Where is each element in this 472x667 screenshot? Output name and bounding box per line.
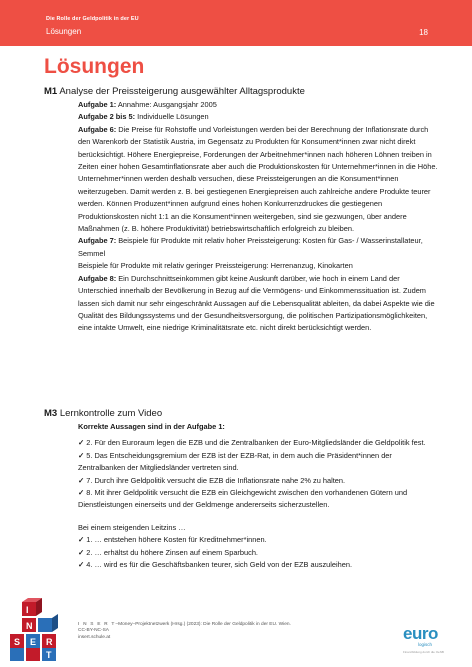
svg-text:E: E [30, 637, 37, 647]
m3-heading-text: Lernkontrolle zum Video [59, 408, 163, 419]
m1-a1 [78, 99, 438, 111]
m3-correct-list [78, 437, 438, 511]
page-title: Lösungen [44, 55, 145, 78]
m1-heading [44, 86, 305, 97]
m1-a7 [78, 235, 438, 260]
list-item: ✓ 2. … erhältst du höhere Zinsen auf einem Sparbuch. [78, 547, 258, 557]
m1-code: M1 [44, 86, 58, 97]
svg-text:S: S [14, 637, 21, 647]
a8-label: Aufgabe 8: [78, 273, 117, 283]
a6-text: Die Preise für Rohstoffe und Vorleistungen werden bei der Berechnung der Inflationsrate durch den Warenkorb der Statistik Austria, im Gegensatz zu Produkten für Konsument*innen zwar nicht direkt berücksichtigt. Höhere Energiepreise, Forderungen der Arbeitnehmer*innen nach höheren Löhnen treiben in Zeiten einer hohen Gesamtinflationsrate aber auch die Produktionskosten für Unternehmer*innen in die Höhe. Unternehmer*innen werden deshalb versuchen, diese Preissteigerungen an die Konsument*innen weiterzugeben. Damit werden z. B. bei gestiegenen Energiepreisen auch zahlreiche andere Produkte teurer werden. Können Produzent*innen aufgrund eines hohen Konkurrenzdruckes die gestiegenen Produktionskosten nicht 1:1 an die Konsument*innen weitergeben, sind sie gezwungen, über andere Maßnahmen (z. B. höhere Produktivität) betriebswirtschaftlich erfolgreich zu bleiben. [78, 124, 438, 234]
m3-intro: Korrekte Aussagen sind in der Aufgabe 1: [78, 422, 225, 431]
a7-text: Beispiele für Produkte mit relativ hoher Preissteigerung: Kosten für Gas- / Wasserinstallateur, Semmel [78, 236, 423, 258]
svg-text:N: N [26, 621, 33, 631]
a1-text: Annahme: Ausgangsjahr 2005 [116, 100, 217, 109]
m3-code: M3 [44, 408, 58, 419]
m1-body [78, 99, 438, 335]
m1-a8 [78, 273, 438, 335]
a8-text: Ein Durchschnittseinkommen gibt keine Auskunft darüber, wie hoch in einem Land der Unterschied innerhalb der Bevölkerung in Bezug auf die Vermögens- und Einkommenssituation ist. Zudem lassen sich damit nur sehr eingeschränkt Aussagen auf die Lebensqualität ableiten, da dabei Aspekte wie die Qualität des Bildungssystems und der Gesundheitsversorgung, die politischen Partizipationsmöglichkeiten, eine intakte Umwelt, eine niedrige Kriminalitätsrate etc. nicht direkt berücksichtigt werden. [78, 273, 435, 333]
m1-heading-text: Analyse der Preissteigerung ausgewählter Alltagsprodukte [59, 86, 305, 97]
m3-leitzins-list [78, 534, 438, 571]
footer-license: CC-BY-NC-SA [78, 628, 110, 634]
eurologisch-logo [403, 624, 443, 654]
page-number: 18 [419, 28, 428, 37]
footer-citation-text: –Money–Projektnetzwerk (Hrsg.) (2023): Die Rolle der Geldpolitik in der EU. Wien. [115, 622, 291, 627]
m1-a7b: Beispiele für Produkte mit relativ geringer Preissteigerung: Herrenanzug, Kinokarten [78, 261, 353, 271]
euro-word: euro [403, 624, 438, 643]
list-item: ✓ 8. Mit ihrer Geldpolitik versucht die EZB ein Gleichgewicht zwischen den vorhandenen Gütern und Dienstleistungen einerseits und der Geldmenge andererseits sicherzustellen. [78, 488, 408, 510]
header-supertitle: Die Rolle der Geldpolitik in der EU [46, 16, 139, 22]
svg-text:I: I [26, 605, 29, 615]
a1-label: Aufgabe 1: [78, 100, 117, 109]
footer-site: insert.schule.at [78, 634, 111, 640]
euro-sub: logisch [418, 642, 433, 647]
a6-label: Aufgabe 6: [78, 124, 117, 134]
insert-logo [8, 598, 70, 662]
list-item: ✓ 1. … entstehen höhere Kosten für Kreditnehmer*innen. [78, 535, 267, 545]
svg-text:R: R [46, 637, 53, 647]
euro-tagline: Finanzbildung durch die OeNB [403, 650, 444, 654]
m1-a6 [78, 124, 438, 236]
m3-heading [44, 408, 162, 419]
list-item: ✓ 2. Für den Euroraum legen die EZB und die Zentralbanken der Euro-Mitgliedsländer die Geldpolitik fest. [78, 438, 426, 448]
a25-label: Aufgabe 2 bis 5: [78, 112, 136, 122]
list-item: ✓ 7. Durch ihre Geldpolitik versucht die EZB die Inflationsrate nahe 2% zu halten. [78, 475, 346, 485]
list-item: ✓ 4. … wird es für die Geschäftsbanken teurer, sich Geld von der EZB auszuleihen. [78, 560, 353, 570]
footer-citation [78, 622, 408, 641]
m3-body [78, 421, 438, 571]
footer-brand: I N S E R T [78, 622, 116, 627]
a25-text: Individuelle Lösungen [135, 112, 209, 122]
page-header [0, 0, 472, 46]
list-item: ✓ 5. Das Entscheidungsgremium der EZB ist der EZB-Rat, in dem auch die Präsident*innen der Zentralbanken der Mitgliedsländer vertreten sind. [78, 450, 392, 473]
m1-a25 [78, 111, 438, 123]
a7-label: Aufgabe 7: [78, 236, 117, 246]
svg-text:T: T [46, 650, 52, 660]
m3-intro2: Bei einem steigenden Leitzins … [78, 522, 186, 532]
header-section: Lösungen [46, 27, 82, 36]
